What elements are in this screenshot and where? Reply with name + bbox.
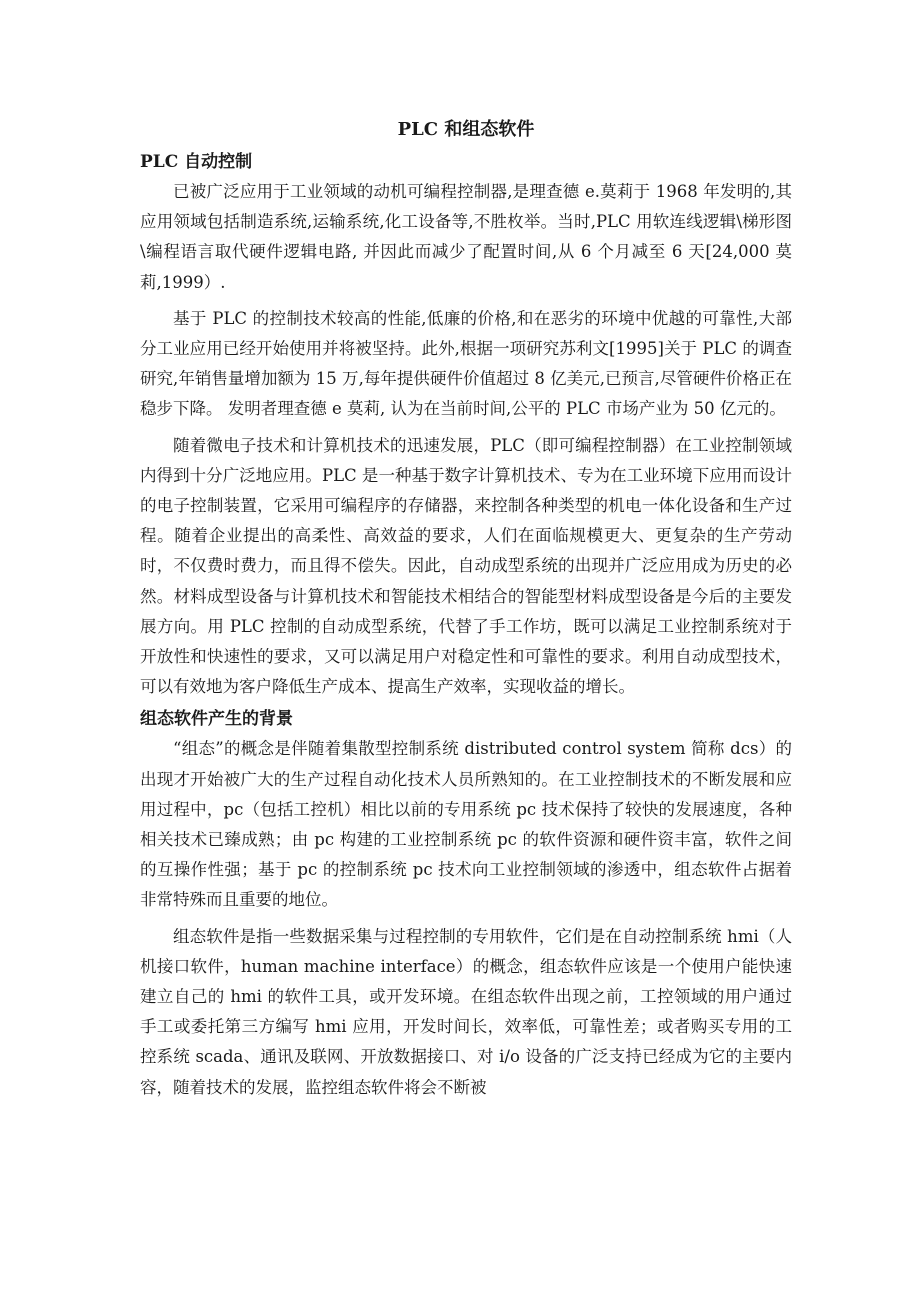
- paragraph: 组态软件是指一些数据采集与过程控制的专用软件，它们是在自动控制系统 hmi（人机接口软件，human machine interface）的概念，组态软件应该是一个使用户能快速建立自己的 hmi 的软件工具，或开发环境。在组态软件出现之前，工控领域的用户通过手工或委托第三方编写 hmi 应用，开发时间长，效率低，可靠性差；或者购买专用的工控系统 scada、通讯及联网、开放数据接口、对 i/o 设备的广泛支持已经成为它的主要内容，随着技术的发展，监控组态软件将会不断被: [140, 926, 792, 1097]
- paragraph: “组态”的概念是伴随着集散型控制系统 distributed control system 简称 dcs）的出现才开始被广大的生产过程自动化技术人员所熟知的。在工业控制技术的不断发展和应用过程中，pc（包括工控机）相比以前的专用系统 pc 技术保持了较快的发展速度，各种相关技术已臻成熟；由 pc 构建的工业控制系统 pc 的软件资源和硬件资丰富，软件之间的互操作性强；基于 pc 的控制系统 pc 技术向工业控制领域的渗透中，组态软件占据着非常特殊而且重要的地位。: [140, 739, 792, 910]
- document-page: [140, 113, 792, 1103]
- paragraph: 已被广泛应用于工业领域的动机可编程控制器,是理查德 e.莫莉于 1968 年发明的,其应用领域包括制造系统,运输系统,化工设备等,不胜枚举。当时,PLC 用软连线逻辑\梯形图 \编程语言取代硬件逻辑电路, 并因此而减少了配置时间,从 6 个月减至 6 天[24,000 莫莉,1999）.: [140, 182, 792, 292]
- document-title: PLC 和组态软件: [397, 119, 535, 140]
- section-heading-background: 组态软件产生的背景: [140, 709, 293, 730]
- section-heading-plc: PLC 自动控制: [140, 152, 253, 172]
- paragraph: 基于 PLC 的控制技术较高的性能,低廉的价格,和在恶劣的环境中优越的可靠性,大部分工业应用已经开始使用并将被坚持。此外,根据一项研究苏利文[1995]关于 PLC 的调查研究,年销售量增加额为 15 万,每年提供硬件价值超过 8 亿美元,已预言,尽管硬件价格正在稳步下降。 发明者理查德 e 莫莉, 认为在当前时间,公平的 PLC 市场产业为 50 亿元的。: [140, 308, 792, 419]
- paragraph: 随着微电子技术和计算机技术的迅速发展，PLC（即可编程控制器）在工业控制领域内得到十分广泛地应用。PLC 是一种基于数字计算机技术、专为在工业环境下应用而设计的电子控制装置，它采用可编程序的存储器，来控制各种类型的机电一体化设备和生产过程。随着企业提出的高柔性、高效益的要求，人们在面临规模更大、更复杂的生产劳动时，不仅费时费力，而且得不偿失。因此，自动成型系统的出现并广泛应用成为历史的必然。材料成型设备与计算机技术和智能技术相结合的智能型材料成型设备是今后的主要发展方向。用 PLC 控制的自动成型系统，代替了手工作坊，既可以满足工业控制系统对于开放性和快速性的要求，又可以满足用户对稳定性和可靠性的要求。利用自动成型技术，可以有效地为客户降低生产成本、提高生产效率，实现收益的增长。: [140, 435, 792, 697]
